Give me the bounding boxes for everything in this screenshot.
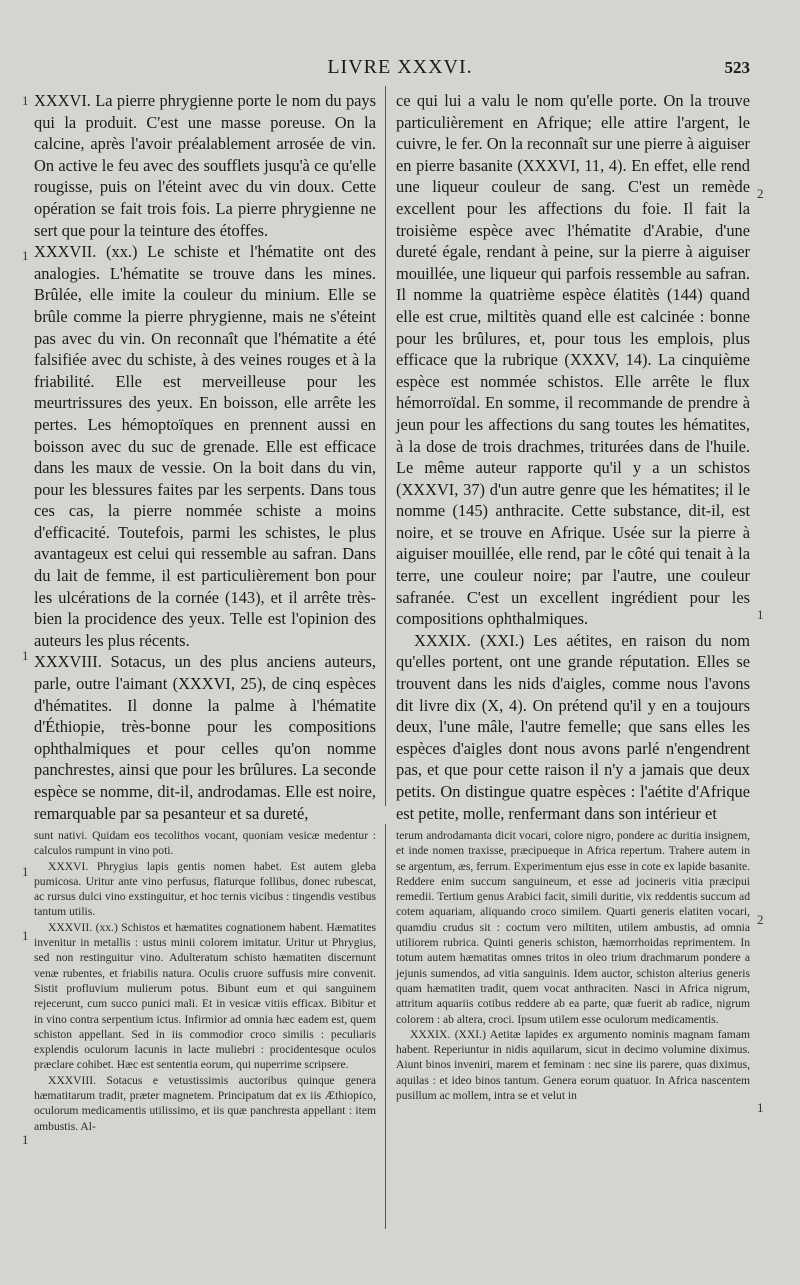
french-paragraph: XXXVIII. Sotacus, un des plus anciens auteurs, parle, outre l'aimant (XXXVI, 25), de cinq espèces d'hématites. Il donne la palme à l'hématite d'Éthiopie, très-bonne pour les compositions ophthalmiques et pour celles qu'on nomme panchrestes, ainsi que pour les brûlures. La seconde espèce se nomme, dit-il, androdamas. Elle est noire, remarquable par sa pesanteur et sa dureté, [34,652,376,823]
page-number: 523 [724,58,750,77]
latin-paragraph: XXXVI. Phrygius lapis gentis nomen habet. Est autem gleba pumicosa. Uritur ante vino perfusus, flaturque follibus, donec rubescat, ac rursus dulci vino exstinguitur, et hoc ternis vicibus : tingendis vestibus tantum utilis. [34,859,376,919]
column-divider-french [385,86,386,806]
french-paragraph: ce qui lui a valu le nom qu'elle porte. On la trouve particulièrement en Afrique; elle attire l'argent, le cuivre, le fer. On la reconnaît sur une pierre à aiguiser en pierre basanite (XXXVI, 11, 4). En effet, elle rend une liqueur couleur de sang. C'est un remède excellent pour les affections du foie. Il fait la troisième espèce avec l'hématite d'Arabie, d'une dureté égale, rendant à peine, sur la pierre à aiguiser mouillée, une liqueur qui parfois ressemble au safran. Il nomme la quatrième espèce élatitès (144) quand elle est crue, miltitès quand elle est calcinée : bonne pour les brûlures, et, pour tous les emplois, plus efficace que la rubrique (XXXV, 14). La cinquième espèce est nommée schistos. Elle arrête le flux hémorroïdal. En somme, il recommande de prendre à jeun pour les affections du sang toutes les hématites, à la dose de trois drachmes, triturées dans de l'huile. Le même auteur rapporte qu'il y a un schistos (XXXVI, 37) d'un autre genre que les hématites; il le nomme (145) anthracite. Cette substance, dit-il, est noire, et se trouve en Afrique. Usée sur la pierre à aiguiser mouillée, elle rend, par le côté qui tenait à la terre, une couleur noire; par l'autre, une couleur safranée. C'est un excellent ingrédient pour les compositions ophthalmiques. [396,91,750,629]
french-paragraph: XXXIX. (XXI.) Les aétites, en raison du nom qu'elles portent, ont une grande réputation. Elles se trouvent dans les nids d'aigles, comme nous l'avons dit livre dix (X, 4). On prétend qu'il y en a toujours deux, l'une mâle, l'autre femelle; que sans elles les espèces d'aigles dont nous avons parlé n'engendrent pas, et que pour cette raison il n'y a jamais que deux petits. On distingue quatre espèces : l'aétite d'Afrique est petite, molle, renfermant dans son intérieur et [396,630,750,823]
latin-paragraph: XXXIX. (XXI.) Aetitæ lapides ex argumento nominis magnam famam habent. Reperiuntur in nidis aquilarum, sicut in decimo volumine diximus. Aiunt binos inveniri, marem et feminam : nec sine iis parere, quas diximus, aquilas : et ideo binos tantum. Genera eorum quatuor. In Africa nascentem pusillum ac mollem, intra se et velut in [396,1027,750,1103]
latin-paragraph: terum androdamanta dicit vocari, colore nigro, pondere ac duritia insignem, et inde nomen traxisse, præcipueque in Africa repertum. Trahere autem in se argentum, æs, ferrum. Experimentum ejus esse in cote ex lapide basanite. Reddere enim succum sanguineum, et esse ad jocineris vitia præcipui remedii. Tertium genus Arabici facit, simili duritie, vix reddentis succum ad cotem aquariam, aliquando croco similem. Quarti generis elatiten vocari, quamdiu crudus sit : coctum vero miltiten, utilem ambustis, ad omnia utiliorem rubrica. Quinti generis schiston, hæmorrhoidas reprimentem. In totum autem hæmatitas omnes tritos in oleo trium drachmarum pondere a jejunis sumendos, ad vitia sanguinis. Idem auctor, schiston alterius generis quam hæmatiten tradit, quem vocat anthraciten. Nasci in Africa nigrum, attritum aquariis cotibus reddere ab ea parte, quæ fuerit ab radice, nigrum colorem : ab altera, croci. Ipsum utilem esse oculorum medicamentis. [396,829,750,1026]
page-header [0,56,800,80]
latin-right-column [396,828,750,1228]
margin-note: 1 [22,928,29,943]
margin-note: 1 [22,864,29,879]
french-paragraph: XXXVI. La pierre phrygienne porte le nom du pays qui la produit. C'est une masse poreuse. On la calcine, après l'avoir préalablement arrosée de vin. On active le feu avec des soufflets jusqu'à ce qu'elle rougisse, puis on l'éteint avec du vin doux. Cette opération se fait trois fois. La pierre phrygienne ne sert que pour la teinture des étoffes. [34,91,376,240]
column-divider-latin [385,824,386,1229]
margin-note: 1 [22,648,29,663]
latin-left-column [34,828,376,1228]
margin-note: 2 [757,186,764,201]
margin-note: 1 [22,248,29,263]
margin-note: 1 [757,607,764,622]
latin-paragraph: XXXVII. (xx.) Schistos et hæmatites cognationem habent. Hæmatites invenitur in metallis : ustus minii colorem imitatur. Uritur ut Phrygius, sed non restinguitur vino. Adulteratum schisto hæmatiten discernunt venæ rubentes, et friabilis natura. Oculis cruore suffusis mire convenit. Sistit profluvium mulierum potus. Bibunt eum et qui sanguinem rejecerunt, cum succo punici mali. Et in vesicæ vitiis efficax. Bibitur et in vino contra serpentium ictus. Infirmior ad omnia hæc eadem est, quem schiston appellant. Sed in iis commodior croco similis : peculiaris explendis oculorum lacunis in lacte muliebri : procidentesque oculos præclare cohibet. Hæc est sententia eorum, qui nuperrime scripsere. [34,920,376,1072]
french-left-column [34,90,376,823]
french-paragraph: XXXVII. (xx.) Le schiste et l'hématite ont des analogies. L'hématite se trouve dans les mines. Brûlée, elle imite la couleur du minium. Elle se brûle comme la pierre phrygienne, mais ne s'éteint pas avec du vin. On reconnaît que l'hématite a été falsifiée avec du schiste, à des veines rouges et à la friabilité. Elle est merveilleuse pour les meurtrissures des yeux. En boisson, elle arrête les pertes. Les hémoptoïques en prennent aussi en boisson avec du suc de grenade. Elle est efficace dans les maux de vessie. On la boit dans du vin, pour les blessures faites par les serpents. Dans tous ces cas, la pierre nommée schiste a moins d'efficacité. Toutefois, parmi les schistes, le plus avantageux est celui qui ressemble au safran. Dans du lait de femme, il est particulièrement bon pour les ulcérations de la cornée (143), et il arrête très-bien la procidence des yeux. Telle est l'opinion des auteurs les plus récents. [34,242,376,650]
latin-paragraph: sunt nativi. Quidam eos tecolithos vocant, quoniam vesicæ medentur : calculos rumpunt in vino poti. [34,829,376,858]
margin-note: 1 [22,1132,29,1147]
latin-paragraph: XXXVIII. Sotacus e vetustissimis auctoribus quinque genera hæmatitarum tradit, præter magnetem. Principatum dat ex iis Æthiopico, oculorum medicamentis utilissimo, et iis quæ panchresta appellant : item ambustis. Al- [34,1073,376,1133]
margin-note: 1 [757,1100,764,1115]
french-right-column [396,90,750,823]
margin-note: 2 [757,912,764,927]
margin-note: 1 [22,93,29,108]
running-title: LIVRE XXXVI. [327,56,473,78]
